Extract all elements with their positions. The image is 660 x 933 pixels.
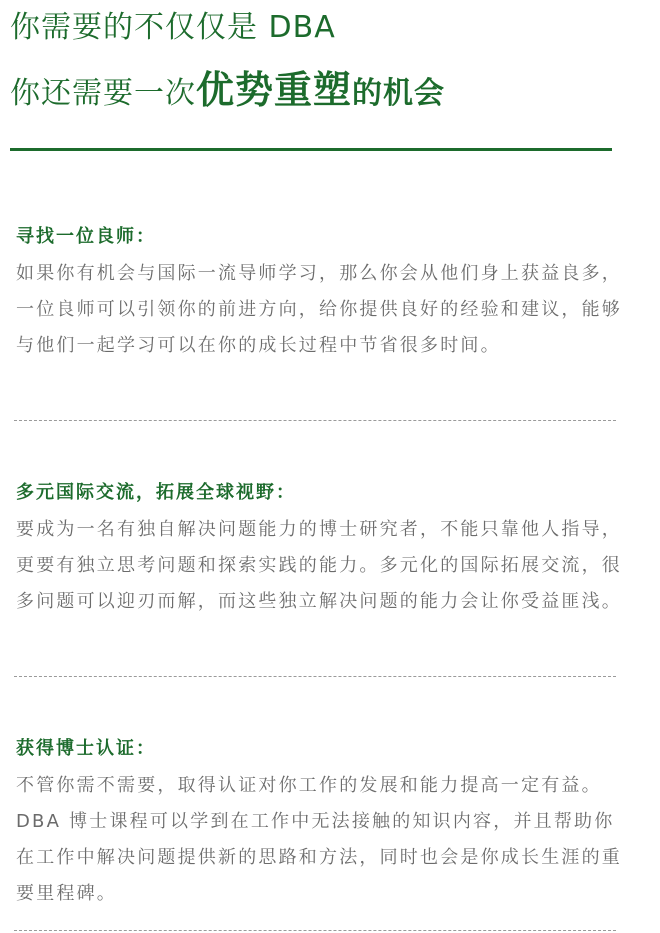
section-body: 不管你需不需要，取得认证对你工作的发展和能力提高一定有益。DBA 博士课程可以学到在工作中无法接触的知识内容，并且帮助你在工作中解决问题提供新的思路和方法，同时也会是你成长生涯的重要里程碑。 [16, 775, 622, 904]
section-title: 寻找一位良师： [16, 226, 156, 247]
section-body: 要成为一名有独自解决问题能力的博士研究者，不能只靠他人指导，更要有独立思考问题和探索实践的能力。多元化的国际拓展交流，很多问题可以迎刃而解，而这些独立解决问题的能力会让你受益匪浅。 [16, 519, 622, 612]
headline-line-2 [10, 66, 445, 118]
section-title: 获得博士认证： [16, 738, 156, 759]
section-divider [14, 930, 616, 931]
section-mentor [16, 224, 626, 364]
section-body: 如果你有机会与国际一流导师学习，那么你会从他们身上获益良多，一位良师可以引领你的前进方向，给你提供良好的经验和建议，能够与他们一起学习可以在你的成长过程中节省很多时间。 [16, 263, 622, 356]
section-title: 多元国际交流，拓展全球视野： [16, 482, 296, 503]
headline-emphasis: 优势重塑 [196, 68, 353, 112]
section-divider [14, 676, 616, 677]
headline-suffix: 的机会 [352, 76, 446, 111]
headline-prefix: 你还需要一次 [10, 76, 196, 111]
headline-line-1: 你需要的不仅仅是 DBA [10, 10, 336, 45]
section-certification [16, 736, 626, 912]
header-rule [10, 148, 612, 151]
section-divider [14, 420, 616, 421]
section-exchange [16, 480, 626, 620]
